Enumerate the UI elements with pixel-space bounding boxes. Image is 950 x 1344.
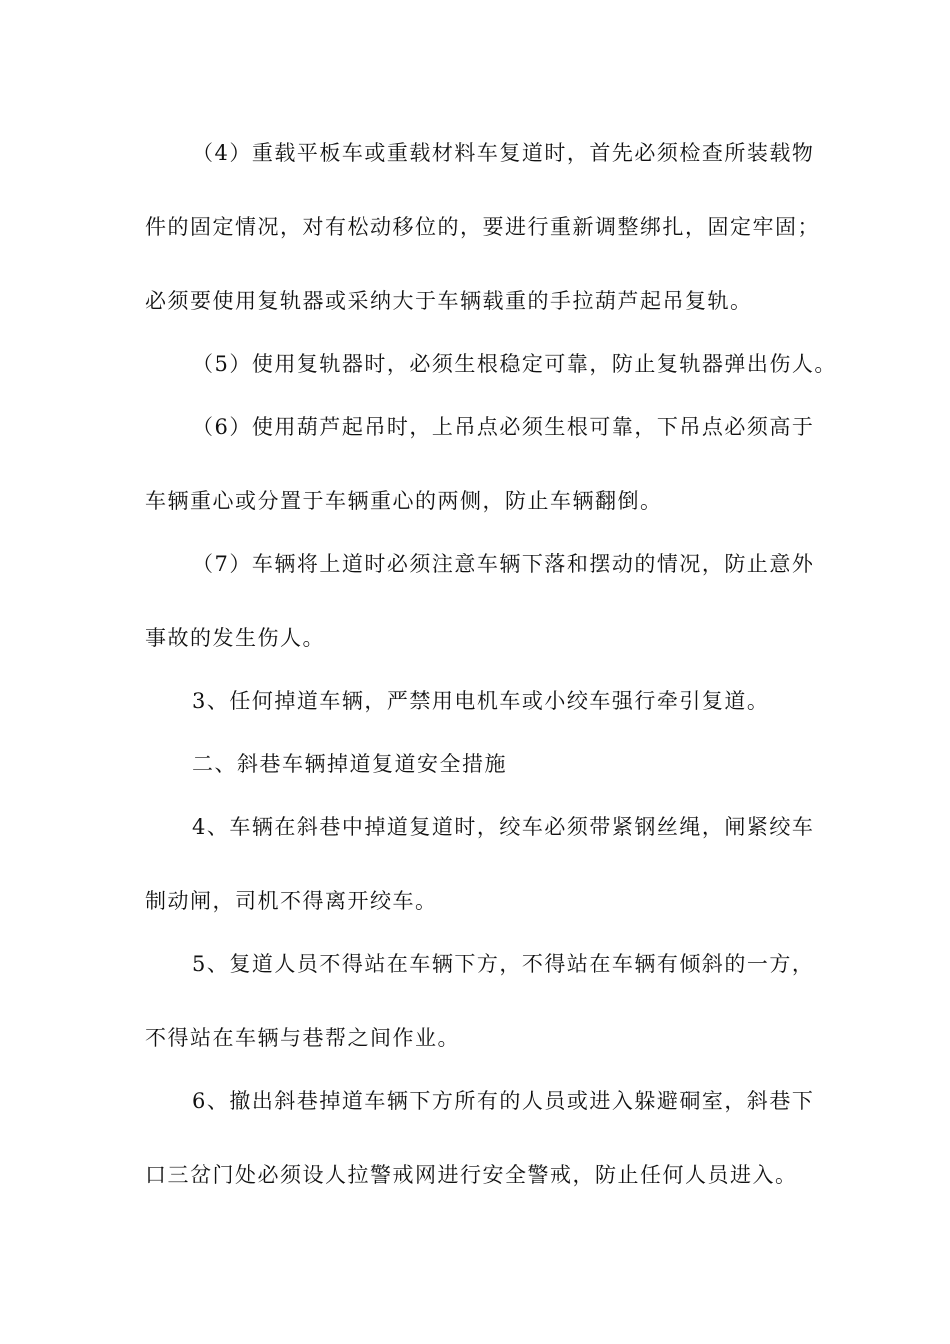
paragraph-5-line-1: （5）使用复轨器时，必须生根稳定可靠，防止复轨器弹出伤人。 xyxy=(192,352,837,376)
paragraph-6-line-2: 车辆重心或分置于车辆重心的两侧，防止车辆翻倒。 xyxy=(145,489,663,513)
paragraph-4-line-3: 必须要使用复轨器或采纳大于车辆载重的手拉葫芦起吊复轨。 xyxy=(145,289,753,313)
item-6-line-1: 6、撤出斜巷掉道车辆下方所有的人员或进入躲避硐室，斜巷下 xyxy=(192,1089,815,1113)
paragraph-7-line-2: 事故的发生伤人。 xyxy=(145,626,325,650)
item-4-line-2: 制动闸，司机不得离开绞车。 xyxy=(145,889,438,913)
paragraph-4-line-1: （4）重载平板车或重载材料车复道时，首先必须检查所装载物 xyxy=(192,141,815,165)
paragraph-4-line-2: 件的固定情况，对有松动移位的，要进行重新调整绑扎，固定牢固； xyxy=(145,215,820,239)
section-heading-2: 二、斜巷车辆掉道复道安全措施 xyxy=(192,752,507,776)
item-5-line-1: 5、复道人员不得站在车辆下方，不得站在车辆有倾斜的一方， xyxy=(192,952,815,976)
item-5-line-2: 不得站在车辆与巷帮之间作业。 xyxy=(145,1026,460,1050)
item-6-line-2: 口三岔门处必须设人拉警戒网进行安全警戒，防止任何人员进入。 xyxy=(145,1163,798,1187)
item-4-line-1: 4、车辆在斜巷中掉道复道时，绞车必须带紧钢丝绳，闸紧绞车 xyxy=(192,815,815,839)
paragraph-7-line-1: （7）车辆将上道时必须注意车辆下落和摆动的情况，防止意外 xyxy=(192,552,815,576)
item-3-line-1: 3、任何掉道车辆，严禁用电机车或小绞车强行牵引复道。 xyxy=(192,689,770,713)
paragraph-6-line-1: （6）使用葫芦起吊时，上吊点必须生根可靠，下吊点必须高于 xyxy=(192,415,815,439)
